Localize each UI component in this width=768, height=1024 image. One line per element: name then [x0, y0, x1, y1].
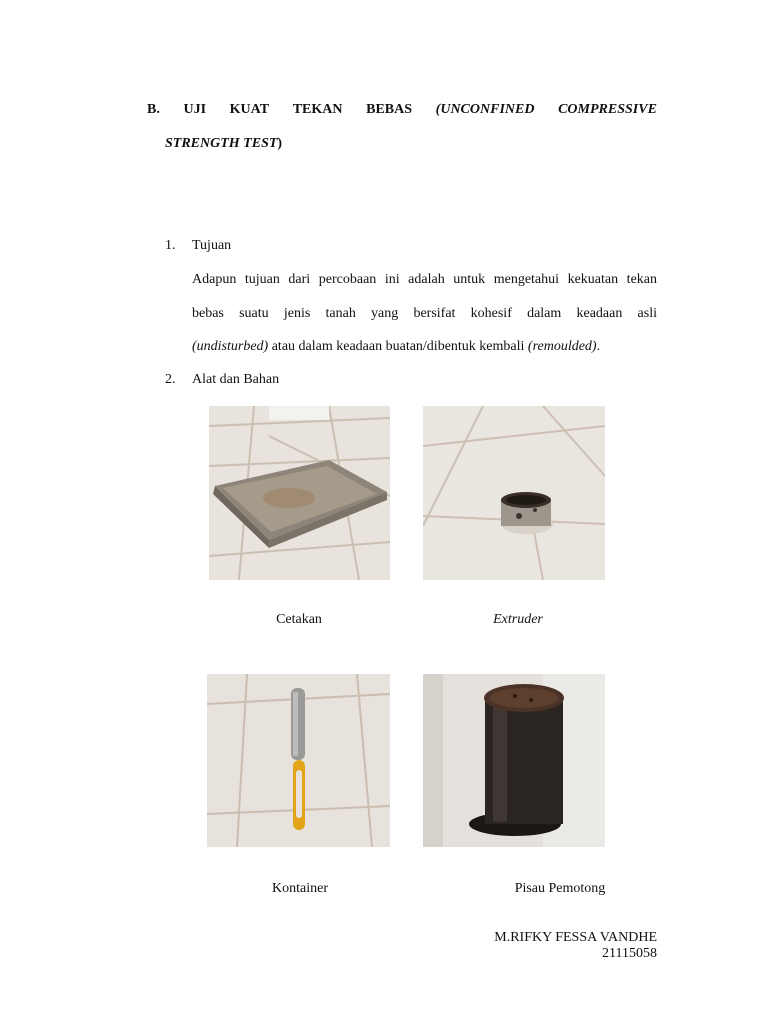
- list-number: 2.: [165, 372, 176, 387]
- heading-word-italic: (UNCONFINED: [435, 102, 535, 117]
- paragraph-line: bebas suatu jenis tanah yang bersifat kohesif dalam keadaan asli: [192, 306, 657, 321]
- extruder-photo: [423, 406, 605, 580]
- subsection-title: Tujuan: [192, 238, 232, 253]
- caption-extruder: Extruder: [493, 612, 543, 627]
- heading-word: TEKAN: [292, 102, 343, 117]
- subsection-title: Alat dan Bahan: [192, 372, 280, 387]
- paragraph-line: Adapun tujuan dari percobaan ini adalah untuk mengetahui kekuatan tekan: [192, 272, 657, 287]
- heading-word: KUAT: [229, 102, 270, 117]
- cylinder-photo: [423, 674, 605, 847]
- author-name: M.RIFKY FESSA VANDHE: [494, 930, 657, 945]
- author-id: 21115058: [602, 946, 657, 961]
- author-block: [494, 930, 657, 962]
- section-heading-line2: STRENGTH TEST): [165, 136, 283, 151]
- tray-photo: [209, 406, 390, 580]
- spatula-photo: [207, 674, 390, 847]
- heading-word: BEBAS: [366, 102, 413, 117]
- heading-word: UJI: [183, 102, 207, 117]
- section-heading: [147, 102, 657, 118]
- paragraph-line: (undisturbed) atau dalam keadaan buatan/dibentuk kembali (remoulded).: [192, 339, 601, 354]
- caption-cetakan: Cetakan: [276, 612, 322, 627]
- caption-pisau: Pisau Pemotong: [514, 881, 606, 896]
- heading-number: B.: [147, 102, 160, 117]
- caption-kontainer: Kontainer: [272, 881, 328, 896]
- heading-word-italic: COMPRESSIVE: [558, 102, 657, 117]
- list-number: 1.: [165, 238, 176, 253]
